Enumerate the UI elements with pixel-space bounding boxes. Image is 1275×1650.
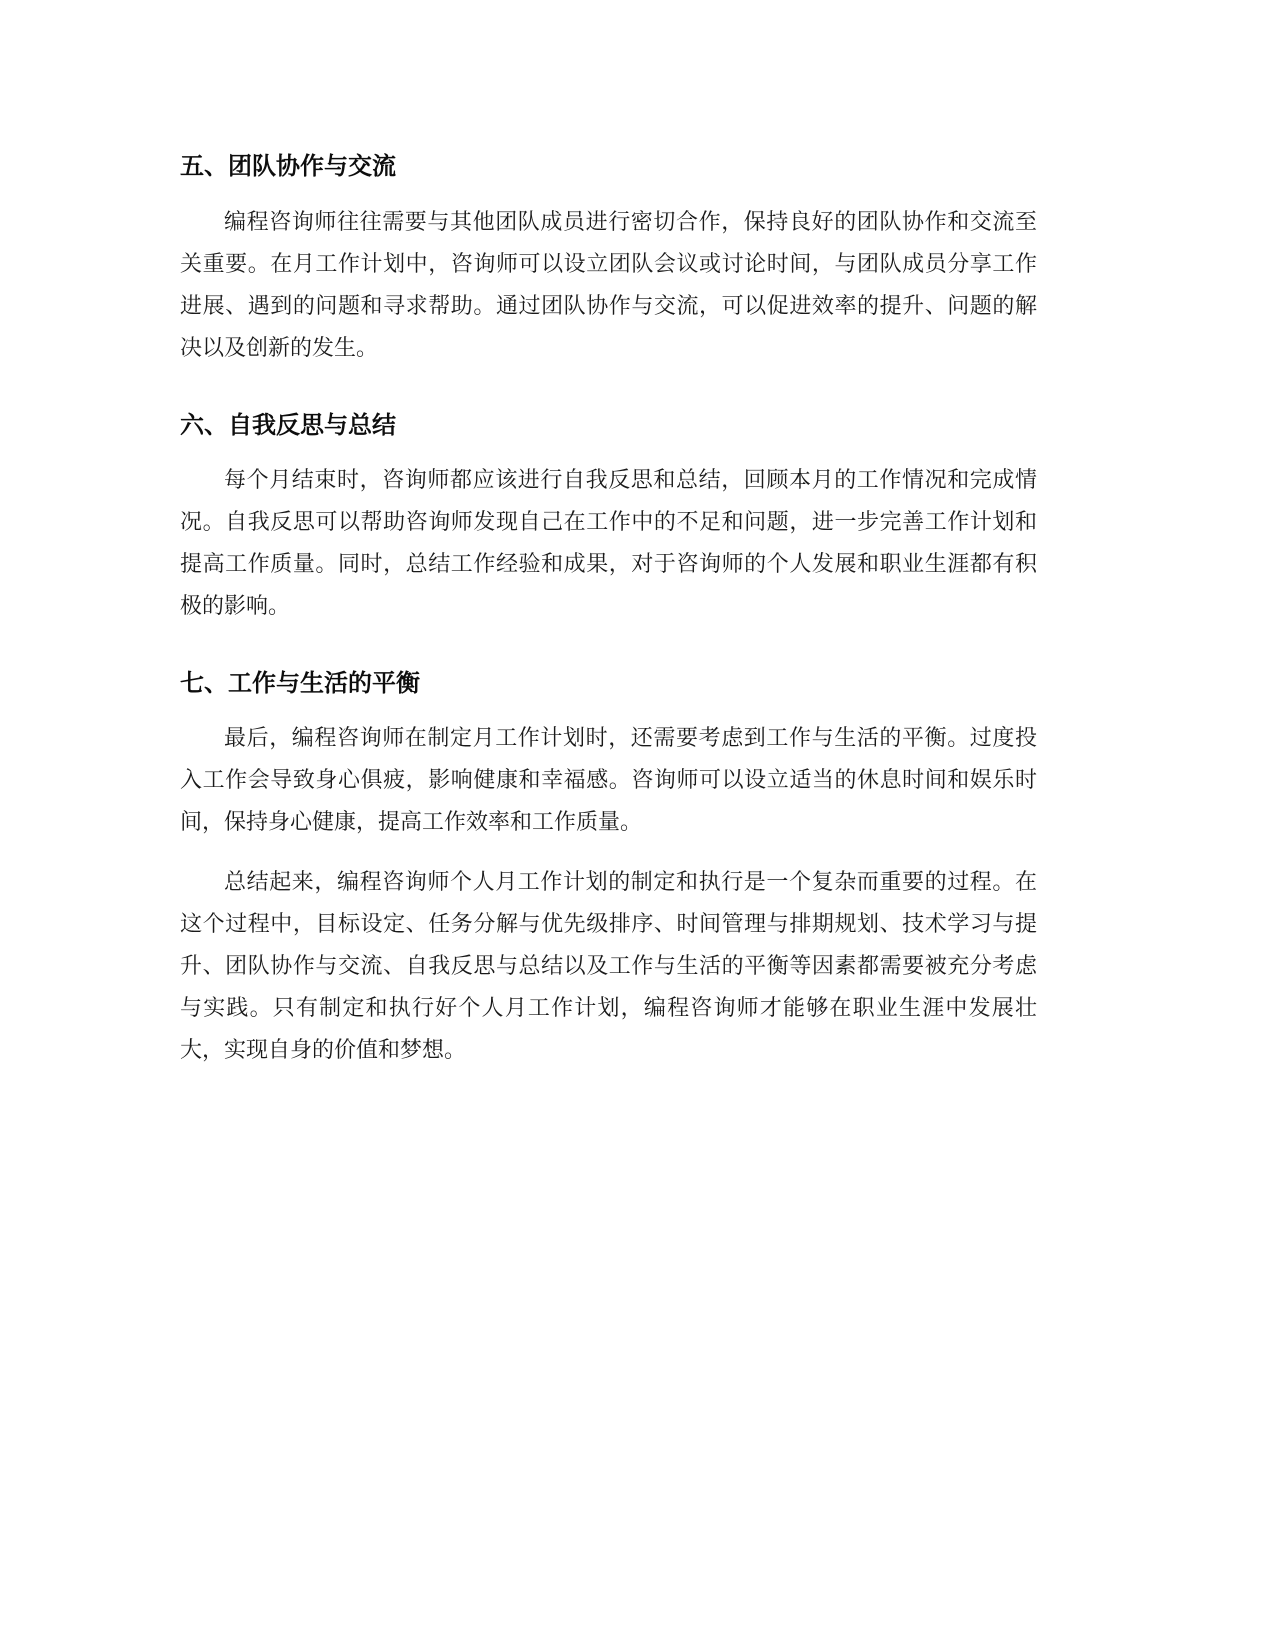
section-body-team-collaboration: 编程咨询师往往需要与其他团队成员进行密切合作，保持良好的团队协作和交流至关重要。在月工作计划中，咨询师可以设立团队会议或讨论时间，与团队成员分享工作进展、遇到的问题和寻求帮助。通过团队协作与交流，可以促进效率的提升、问题的解决以及创新的发生。: [180, 210, 1037, 361]
section-heading-self-reflection: 六、自我反思与总结: [180, 411, 396, 439]
section-body-self-reflection: 每个月结束时，咨询师都应该进行自我反思和总结，回顾本月的工作情况和完成情况。自我反思可以帮助咨询师发现自己在工作中的不足和问题，进一步完善工作计划和提高工作质量。同时，总结工作经验和成果，对于咨询师的个人发展和职业生涯都有积极的影响。: [180, 468, 1037, 619]
section-body-work-life-balance: 最后，编程咨询师在制定月工作计划时，还需要考虑到工作与生活的平衡。过度投入工作会导致身心俱疲，影响健康和幸福感。咨询师可以设立适当的休息时间和娱乐时间，保持身心健康，提高工作效率和工作质量。: [180, 726, 1037, 835]
summary-paragraph: 总结起来，编程咨询师个人月工作计划的制定和执行是一个复杂而重要的过程。在这个过程中，目标设定、任务分解与优先级排序、时间管理与排期规划、技术学习与提升、团队协作与交流、自我反思与总结以及工作与生活的平衡等因素都需要被充分考虑与实践。只有制定和执行好个人月工作计划，编程咨询师才能够在职业生涯中发展壮大，实现自身的价值和梦想。: [180, 870, 1037, 1063]
section-heading-work-life-balance: 七、工作与生活的平衡: [180, 669, 420, 697]
document-page: [180, 0, 1037, 1650]
section-heading-team-collaboration: 五、团队协作与交流: [180, 152, 396, 180]
